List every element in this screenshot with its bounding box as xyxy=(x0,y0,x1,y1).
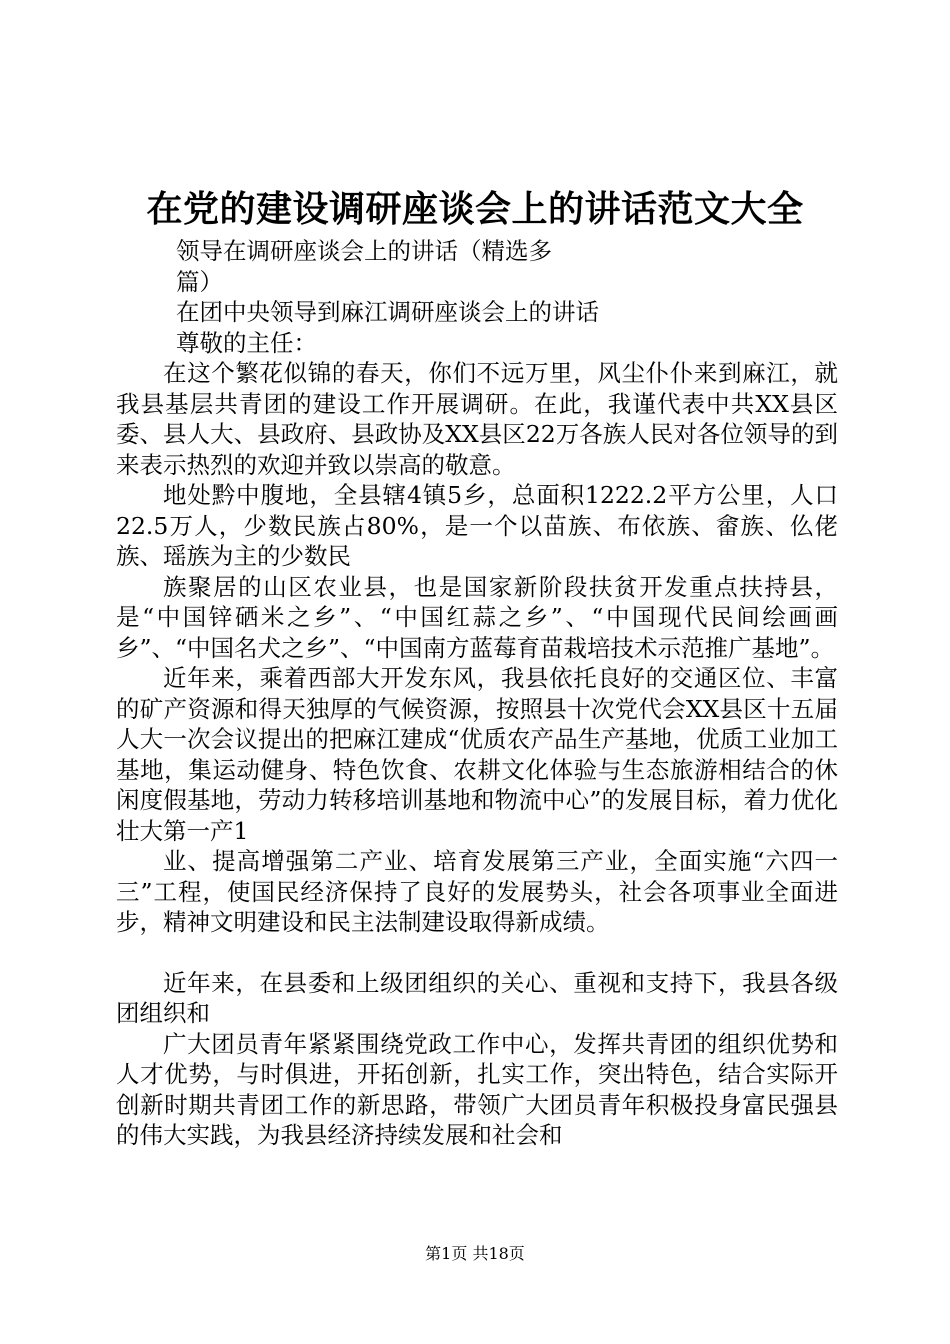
paragraph: 近年来，乘着西部大开发东风，我县依托良好的交通区位、丰富的矿产资源和得天独厚的气候资源，按照县十次党代会XX县区十五届人大一次会议提出的把麻江建成“优质农产品生产基地，优质工业加工基地，集运动健身、特色饮食、农耕文化体验与生态旅游相结合的休闲度假基地，劳动力转移培训基地和物流中心”的发展目标，着力优化壮大第一产1 xyxy=(116,664,838,845)
paragraph: 近年来，在县委和上级团组织的关心、重视和支持下，我县各级团组织和 xyxy=(116,968,838,1027)
page-footer: 第1页 共18页 xyxy=(425,1244,525,1263)
document-title: 在党的建设调研座谈会上的讲话范文大全 xyxy=(146,188,804,230)
paragraph: 族聚居的山区农业县，也是国家新阶段扶贫开发重点扶持县，是“中国锌硒米之乡”、“中国红蒜之乡”、“中国现代民间绘画画乡”、“中国名犬之乡”、“中国南方蓝莓育苗栽培技术示范推广基地”。 xyxy=(116,572,838,662)
document-body xyxy=(116,236,838,1151)
subtitle-line-2: 篇） xyxy=(176,267,223,296)
paragraph: 在这个繁花似锦的春天，你们不远万里，风尘仆仆来到麻江，就我县基层共青团的建设工作开展调研。在此，我谨代表中共XX县区委、县人大、县政府、县政协及XX县区22万各族人民对各位领导的到来表示热烈的欢迎并致以崇高的敬意。 xyxy=(116,359,838,479)
paragraph: 业、提高增强第二产业、培育发展第三产业，全面实施“六四一三”工程，使国民经济保持了良好的发展势头，社会各项事业全面进步，精神文明建设和民主法制建设取得新成绩。 xyxy=(116,847,838,936)
paragraph: 地处黔中腹地，全县辖4镇5乡，总面积1222.2平方公里，人口22.5万人，少数民族占80%，是一个以苗族、布依族、畲族、仫佬族、瑶族为主的少数民 xyxy=(116,481,838,570)
paragraph: 广大团员青年紧紧围绕党政工作中心，发挥共青团的组织优势和人才优势，与时俱进，开拓创新，扎实工作，突出特色，结合实际开创新时期共青团工作的新思路，带领广大团员青年积极投身富民强县的伟大实践，为我县经济持续发展和社会和 xyxy=(116,1029,838,1149)
salutation: 尊敬的主任： xyxy=(176,328,317,357)
speech-heading: 在团中央领导到麻江调研座谈会上的讲话 xyxy=(176,298,599,326)
paragraph-gap xyxy=(116,938,838,968)
subtitle-line-1: 领导在调研座谈会上的讲话（精选多 xyxy=(176,237,552,265)
